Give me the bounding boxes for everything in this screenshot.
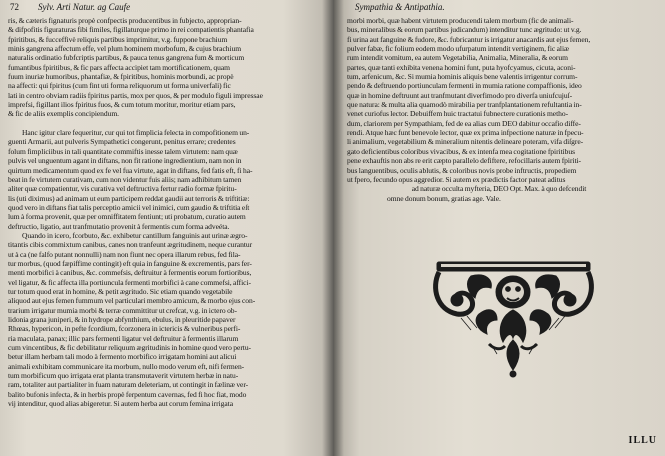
text-line: tum morbificum quo irrigata erat planta transmutaverit virtutem herbæ in natu- [8,371,239,381]
text-line: guenti Armarii, aut pulveris Sympathetici congerunt, penitus errare; credentes [8,137,236,147]
tailpiece-ornament-icon [431,258,596,383]
text-line: lis (uti diximus) ad animam ut eum participem reddat gaudii aut terroris & triftitiæ: [8,193,250,203]
text-line: betur illam herbam tali modo à fermento morbifico irrigatam homini aut alicui [8,352,237,362]
text-line: rendi. Atque hæc funt benevole lector, quæ ex prima infpectione naturæ in fpecu- [347,128,584,138]
text-line: trarium irrigatur mumia morbi & terræ committitur ut crefcat, v.g. in ictero ob- [8,305,237,315]
paragraph-gap [8,119,320,128]
text-line: que natura: & multa alia quamodò mirabilia per tranfplantationem refultantia in- [347,100,582,110]
text-line: fuum inuriæ humoribus, phantafiæ, & fpiritibus, hominis morbundi, ac propè [8,72,234,82]
text-line: ria maculata, panax; illic pars fermenti ligatur vel deftruitur à fermentis illarum [8,333,239,343]
text-line: tur morbus, (quod fæpiffime contingit) eft quia in fanguine & excrementis, pars fer- [8,258,252,268]
text-line: titantis cibis commixtum canibus, canes non tranfeunt ægritudinem, neque curantur [8,240,253,250]
text-line: vij intenditur, quod alias abigeretur. Si autem herba aut corum femina irrigata [8,399,234,409]
text-line: fpiritibus, & fucceffivè reliquis partibus imprimitur, v.g. fuppone brachium [8,34,228,44]
text-line: menti morbifici à canibus, &c. commefsis, deftruitur à fermentis eorum fortioribus, [8,268,252,278]
text-line: Hanc igitur clare fequeritur, cur qui tot fimplicia felecta in compofitionem un- [22,128,250,138]
text-line: aliter quæ compatientur, vis curativa vel deftructiva fertur radio formæ fpiritu- [8,184,237,194]
text-line: ut à ca (ne falfo putant nonnulli) nam non fiunt nec opera illarum rebus, fed fila- [8,249,241,259]
text-line: morbi morbi, quæ habent virtutem producendi talem morbum (fic de animali- [347,16,574,25]
book-gutter [322,0,344,456]
text-line: gato deficientibus coloribus vivacibus, & ex intenfa mea cogitatione fpiritibus [347,146,576,156]
text-line: venet curiofus lector. Debuiffem huic tractatui fubnectere curationis metho- [347,109,569,119]
text-line: ut fpero, fecundo opus aggredior. Si autem ex prædictis factor pateat aditus [347,174,566,184]
text-line: minis gangrena affectum effe, vel plum hominem morbofum, & cujus brachium [8,44,242,54]
text-line: ram, totaliter aut partialiter in fuam naturam deleteriam, ut contingit in fælinæ ver- [8,380,249,390]
text-line: cum vincentibus, & fic debilitatur reliquum ægritudinis in homine quod vero pertu- [8,343,252,353]
text-line: pulvis vel unguentum agant in diftans, non fit ratione ingredientium, nam non in [8,156,242,166]
text-line: pulver fabæ, fic folium eodem modo ufurpatum intendit vertiginem, fic aliæ [347,44,570,54]
text-line: partes, quæ tanti exhibita venena homini funt, puta hyofcyamus, cicuta, aconi- [347,62,576,72]
text-line: pendo & deftruendo portiunculam fermenti in mumia ratione compaffionis, ideo [347,81,582,91]
catchword: ILLU [628,435,657,446]
text-line: tur totum quod erat in homine, & petit ægritudo. Sic etiam quando vegetabile [8,286,233,296]
right-running-head [355,2,445,12]
text-line: beat in fe virtutem curativam, cum non videntur fuis aliis; nam adhibitum tamen [8,174,242,184]
text-line: vel ligatur, & fic affecta illa portiuncula fermenti morbifici à cane commefsi, affici- [8,277,251,287]
left-body-text [8,16,320,408]
text-line: tum, arfenicum, &c. Si mumia hominis aliquis bene valentis irrigentur corrum- [347,72,578,82]
text-line: deftructio, ligatio, aut tranfmutatio provenit à fermentis cum forma adveéta. [8,221,230,231]
text-line: folum fimpliciibus in tali quantitate commiftis inesse talem virtutem: nam quæ [8,146,238,156]
left-page-number: 72 [10,2,19,12]
right-body-text [347,16,651,203]
text-line: li animalium, vegetabilium & mineralium nitentis delineare poteram, vifa diſgre- [347,137,584,147]
text-line: imprefsi, figillant ilios fpiritus fuos, & cum totum moritur, moritur etiam pars, [8,100,236,110]
left-running-title: Sylv. Arti Natur. ag Caufe [38,2,131,12]
text-line: lati in centro obviam radiis fpiritus partis, mox per quos, & per modulo figuli impressae [8,90,263,100]
text-line: bus languentibus, oculis ablutis, & coloribus novis probe inftructis, propediem [347,165,577,175]
text-line: quod vero in diftans fiat talis perceptio amicii vel inimici, cum gaudio & triftitia eſt [8,202,250,212]
right-running-title: Sympathia & Antipathia. [355,2,445,12]
text-line: quæ in homine deftruunt aut tranfmutant diverfimodo pro diverfa uniufcujuſ- [347,90,573,100]
text-line: naturalis ordinatio fubfcriptis partibus, & pauca tenus gangrena fum & morticum [8,53,245,63]
text-line: balito bufonis infecta, & in herbis propè ferpentum cavernas, fed fi hoc fiat, modo [8,389,247,399]
text-line: fi urina aut fanguine & fudore, &c. fubricantur is irrigatur anacardis aut ejus femen, [347,34,591,44]
text-line: na affecti: qui fpiritus (cum fint uti forma reliquorum ut forma univerfali) fic [8,81,231,91]
text-line: pene exhauftis non abs re erit cæpto parallelo defiftere, refocillaris autem fpiriti- [347,156,582,166]
text-line: ad naturæ occulta myfteria, DEO Opt. Max. à quo defcendit [411,184,587,194]
right-page [333,0,665,456]
text-line: rum intendit vomitum, ea autem Vegetabilia, Animalia, Mineralia, & eorum [347,53,568,63]
text-line: Rhœas, hypericon, in pefte fcordium, fcorzonera in ictericis & vulneribus perfi- [8,324,241,334]
text-line: & fic de aliis exemplis concipiendum. [8,109,120,119]
text-line: animali exhibitam communicare ita morbum, nullo modo verum eft, nifi fermen- [8,361,245,371]
text-line: aliquod aut ejus femen fummum vel particulari membro amicum, & morbo ejus con- [8,296,256,306]
text-line: lidonia grana juniperi, & in hydrope abfynthium, ebulus, in pleuritide papaver [8,315,236,324]
text-line: ris, & cæteris fignaturis propè confpectis producentibus in fubjecto, approprian- [8,16,242,25]
text-line: omne donum bonum, gratias age. Vale. [387,193,501,203]
text-line: quirtum medicamentum quod ex fe vel fua virtute, agat in diftans, fed fatis eft, fi ha- [8,165,253,175]
text-line: & difpofitis figuraturas fibi fimiles, figillaturque primo in rei compatientis phantafia [8,25,254,35]
text-line: bus, mineralibus & eorum partibus judicandum) intenditur tunc ægritudo: ut v.g. [347,25,582,35]
text-line: lum à forma provenit, quæ per omniffitatem fentiunt; uti probatum, curatio autem [8,212,246,222]
text-line: dum, clariorem per Sympathiam, fed de ea alias cum DEO dabitur occafio diffe- [347,118,581,128]
text-line: fumantibus fpiritibus, & fic pars affecta accipiet tam mortificationem, quam [8,62,230,72]
text-line: Quando in icero, fcorbuto, &c. exhibetur cantillum fanguinis aut urinæ ægro- [22,230,248,240]
